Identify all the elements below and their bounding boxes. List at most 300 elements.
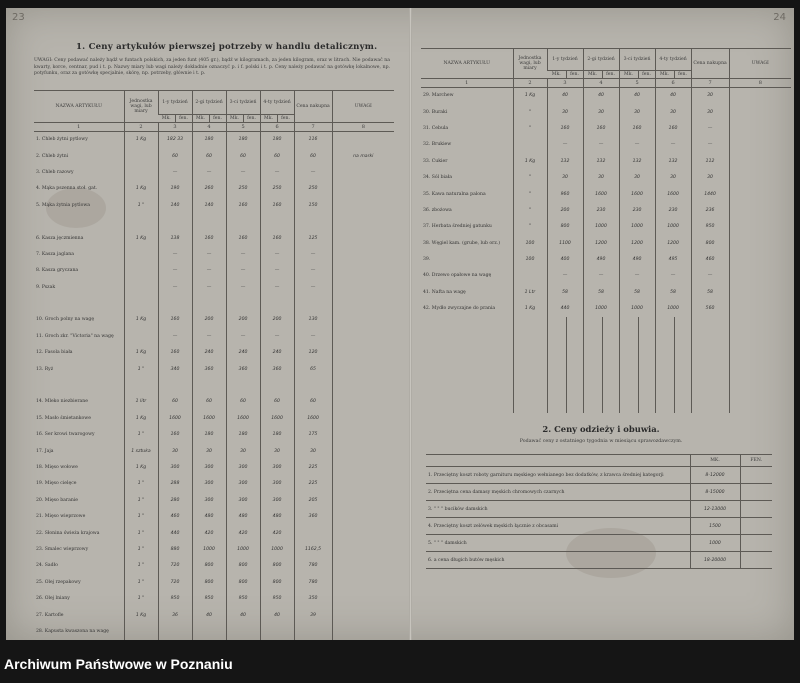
col-header-unit: Jednostka wagi, lub miary	[513, 49, 547, 79]
col-number: 8	[332, 123, 394, 132]
average-price: 65	[294, 361, 332, 377]
sub-header-mk: Mk.	[158, 115, 175, 123]
clothing-price-fen	[740, 552, 772, 569]
table-row	[34, 164, 394, 180]
empty-cell	[421, 333, 513, 349]
average-price: 250	[294, 181, 332, 197]
article-unit: "	[513, 219, 547, 235]
average-price: 30	[691, 88, 729, 104]
table-row	[421, 153, 791, 169]
empty-cell	[691, 349, 729, 365]
empty-cell	[674, 333, 691, 349]
empty-cell	[729, 333, 791, 349]
empty-cell	[513, 397, 547, 413]
average-price: 120	[294, 345, 332, 361]
col-number: 7	[294, 123, 332, 132]
empty-cell	[583, 349, 602, 365]
article-unit: 100	[513, 251, 547, 267]
empty-cell	[655, 365, 674, 381]
article-name	[34, 295, 124, 311]
col-number: 7	[691, 79, 729, 88]
sub-header-mk: Mk.	[583, 71, 602, 79]
remarks	[332, 558, 394, 574]
week-price-w3: 1600	[226, 410, 260, 426]
week-price-w4: —	[260, 279, 294, 295]
week-price-w4: 300	[260, 476, 294, 492]
week-price-w3	[226, 623, 260, 639]
col-number: 2	[124, 123, 158, 132]
article-unit	[124, 377, 158, 393]
week-price-w1: 30	[547, 169, 583, 185]
remarks	[332, 181, 394, 197]
table-row	[34, 213, 394, 229]
week-price-w1: —	[547, 137, 583, 153]
remarks	[332, 230, 394, 246]
week-price-w3	[226, 213, 260, 229]
clothing-price-mk: 8-12000	[690, 467, 740, 484]
empty-row	[421, 333, 791, 349]
week-price-w4	[260, 623, 294, 639]
empty-cell	[638, 317, 655, 333]
clothing-price-fen	[740, 501, 772, 518]
empty-cell	[638, 397, 655, 413]
week-price-w1: 460	[158, 508, 192, 524]
article-unit: 1 "	[124, 590, 158, 606]
week-price-w3: 1600	[619, 186, 655, 202]
remarks	[729, 235, 791, 251]
week-price-w2: 300	[192, 492, 226, 508]
week-price-w4: 40	[655, 88, 691, 104]
empty-cell	[729, 317, 791, 333]
week-price-w3: 300	[226, 459, 260, 475]
page-fold	[409, 8, 412, 640]
article-name: 32. Brukiew	[423, 142, 452, 148]
table-row	[34, 328, 394, 344]
table-row	[34, 607, 394, 623]
table-row	[421, 202, 791, 218]
week-price-w1: 160	[158, 345, 192, 361]
clothing-row	[426, 501, 772, 518]
average-price: 1440	[691, 186, 729, 202]
table-row	[421, 186, 791, 202]
week-price-w2: 300	[192, 476, 226, 492]
week-price-w1: 200	[547, 202, 583, 218]
article-unit	[513, 268, 547, 284]
article-unit	[124, 148, 158, 164]
week-price-w2: 30	[192, 443, 226, 459]
week-price-w2: 490	[583, 251, 619, 267]
table-row	[34, 312, 394, 328]
week-price-w2: 480	[192, 508, 226, 524]
week-price-w3: —	[226, 263, 260, 279]
article-name: 26. Olej lniany	[36, 596, 70, 602]
average-price: 350	[294, 590, 332, 606]
empty-cell	[602, 317, 619, 333]
week-price-w4	[260, 295, 294, 311]
week-price-w4: 360	[260, 361, 294, 377]
empty-cell	[602, 397, 619, 413]
week-price-w1	[158, 295, 192, 311]
week-price-w3: 40	[226, 607, 260, 623]
article-name: 29. Marchew	[423, 93, 454, 99]
remarks	[332, 427, 394, 443]
col-number: 1	[34, 123, 124, 132]
week-price-w2: —	[192, 246, 226, 262]
article-unit: 1 Ltr	[513, 284, 547, 300]
table-row	[34, 181, 394, 197]
week-price-w3: —	[619, 268, 655, 284]
table-row	[421, 301, 791, 317]
empty-cell	[619, 317, 638, 333]
week-price-w1: 400	[547, 251, 583, 267]
average-price: —	[294, 246, 332, 262]
week-price-w1: 440	[158, 525, 192, 541]
week-price-w4: 160	[655, 120, 691, 136]
week-price-w4: 950	[260, 590, 294, 606]
week-price-w3: 60	[226, 394, 260, 410]
remarks	[332, 361, 394, 377]
article-name: 6. Kasza jęczmienna	[36, 235, 84, 241]
average-price: —	[294, 328, 332, 344]
week-price-w4: 60	[260, 148, 294, 164]
week-price-w3: 420	[226, 525, 260, 541]
week-price-w3: —	[226, 246, 260, 262]
remarks	[332, 492, 394, 508]
table-row	[34, 263, 394, 279]
week-price-w2: 180	[192, 132, 226, 148]
article-name: 36. zbożowa	[423, 207, 452, 213]
week-price-w3: —	[226, 328, 260, 344]
empty-cell	[421, 317, 513, 333]
empty-cell	[729, 397, 791, 413]
article-unit	[124, 164, 158, 180]
left-price-table	[34, 90, 394, 640]
clothing-row	[426, 535, 772, 552]
article-name: 16. Ser krowi twarogowy	[36, 432, 95, 438]
week-price-w2: 30	[583, 104, 619, 120]
col-header-week3: 3-ci tydzień	[226, 91, 260, 115]
table-row	[421, 219, 791, 235]
empty-cell	[602, 349, 619, 365]
empty-cell	[674, 349, 691, 365]
remarks	[332, 410, 394, 426]
week-price-w1	[158, 623, 192, 639]
s2-header-fen: FEN.	[740, 455, 772, 467]
week-price-w1: 182 33	[158, 132, 192, 148]
remarks	[332, 132, 394, 148]
clothing-price-mk: 8-15000	[690, 484, 740, 501]
empty-cell	[421, 397, 513, 413]
col-header-name: NAZWA ARTYKUŁU	[421, 49, 513, 79]
week-price-w3: 132	[619, 153, 655, 169]
week-price-w4: —	[655, 268, 691, 284]
remarks	[729, 202, 791, 218]
article-unit: 1 "	[124, 508, 158, 524]
right-price-table	[421, 48, 791, 413]
remarks	[332, 295, 394, 311]
week-price-w2: —	[583, 137, 619, 153]
week-price-w4: 300	[260, 492, 294, 508]
article-unit: 1 "	[124, 558, 158, 574]
article-name: 35. Kawa naturalna palona	[423, 191, 486, 197]
week-price-w1: 140	[158, 197, 192, 213]
week-price-w4: 240	[260, 345, 294, 361]
average-price: —	[691, 137, 729, 153]
empty-cell	[513, 317, 547, 333]
clothing-price-mk: 1000	[690, 535, 740, 552]
average-price: 116	[294, 132, 332, 148]
table-row	[34, 574, 394, 590]
article-unit: 1 "	[124, 541, 158, 557]
table-row	[421, 235, 791, 251]
week-price-w2: —	[583, 268, 619, 284]
article-name: 11. Groch zkr. "Victoria" na wagę	[36, 333, 114, 339]
article-name: 21. Mięso wieprzowe	[36, 514, 86, 520]
remarks	[332, 459, 394, 475]
average-price: 1600	[294, 410, 332, 426]
col-header-unit: Jednostka wagi, lub miary	[124, 91, 158, 123]
remarks	[332, 279, 394, 295]
empty-cell	[655, 397, 674, 413]
week-price-w4: 1000	[655, 301, 691, 317]
week-price-w3: 30	[619, 169, 655, 185]
remarks	[332, 377, 394, 393]
remarks	[729, 120, 791, 136]
sub-header-fen: fen.	[638, 71, 655, 79]
article-name	[34, 213, 124, 229]
empty-cell	[547, 333, 566, 349]
week-price-w3: 30	[226, 443, 260, 459]
average-price: 30	[691, 104, 729, 120]
col-header-cena: Cena nakupna	[294, 91, 332, 123]
week-price-w1: 60	[158, 148, 192, 164]
week-price-w1: 800	[547, 219, 583, 235]
article-unit: 1 "	[124, 427, 158, 443]
week-price-w4: —	[260, 164, 294, 180]
page-number-right: 24	[773, 12, 786, 23]
article-name: 37. Herbata średniej gatunku	[423, 224, 492, 230]
remarks	[332, 197, 394, 213]
sub-header-fen: fen.	[277, 115, 294, 123]
col-number: 6	[260, 123, 294, 132]
week-price-w1: —	[158, 246, 192, 262]
article-name: 27. Kartofle	[36, 612, 64, 618]
week-price-w3: 60	[226, 148, 260, 164]
table-row	[34, 558, 394, 574]
empty-cell	[691, 381, 729, 397]
week-price-w2: 800	[192, 574, 226, 590]
week-price-w3: 160	[226, 197, 260, 213]
week-price-w4: 58	[655, 284, 691, 300]
remarks	[729, 153, 791, 169]
average-price: 130	[294, 312, 332, 328]
week-price-w3	[226, 377, 260, 393]
article-name: 25. Olej rzepakowy	[36, 579, 81, 585]
remarks	[332, 246, 394, 262]
remarks	[332, 607, 394, 623]
remarks	[332, 590, 394, 606]
empty-cell	[547, 349, 566, 365]
col-header-week2: 2-gi tydzień	[583, 49, 619, 71]
week-price-w2: 800	[192, 558, 226, 574]
table-row	[421, 137, 791, 153]
week-price-w3: 950	[226, 590, 260, 606]
remarks	[332, 328, 394, 344]
empty-row	[421, 381, 791, 397]
empty-cell	[583, 365, 602, 381]
average-price	[294, 525, 332, 541]
section2-header	[426, 424, 776, 444]
week-price-w4: 230	[655, 202, 691, 218]
week-price-w4: 300	[260, 459, 294, 475]
remarks	[332, 164, 394, 180]
remarks	[729, 186, 791, 202]
week-price-w2: 180	[192, 427, 226, 443]
average-price: 60	[294, 148, 332, 164]
table-row	[34, 295, 394, 311]
article-unit: 1 "	[124, 574, 158, 590]
week-price-w1: 340	[158, 361, 192, 377]
article-unit	[124, 279, 158, 295]
week-price-w2: —	[192, 263, 226, 279]
table-row	[421, 169, 791, 185]
remarks	[332, 263, 394, 279]
article-unit: 1 Kg	[513, 301, 547, 317]
week-price-w2: 420	[192, 525, 226, 541]
article-unit: "	[513, 120, 547, 136]
empty-cell	[421, 365, 513, 381]
s2-header-mk: MK.	[690, 455, 740, 467]
average-price: 150	[294, 197, 332, 213]
article-unit: "	[513, 169, 547, 185]
average-price: 60	[294, 394, 332, 410]
week-price-w3: 480	[226, 508, 260, 524]
week-price-w1: 58	[547, 284, 583, 300]
clothing-item-label: 3. " " " bucików damskich	[426, 501, 690, 518]
week-price-w4: 250	[260, 181, 294, 197]
week-price-w4: 1600	[655, 186, 691, 202]
article-unit	[124, 263, 158, 279]
week-price-w3: 230	[619, 202, 655, 218]
empty-cell	[655, 317, 674, 333]
article-unit: 1 Kg	[124, 312, 158, 328]
average-price	[294, 623, 332, 639]
article-name: 18. Mięso wołowe	[36, 465, 78, 470]
empty-cell	[513, 365, 547, 381]
col-number: 6	[655, 79, 691, 88]
empty-cell	[513, 381, 547, 397]
week-price-w3: 30	[619, 104, 655, 120]
empty-cell	[547, 381, 566, 397]
clothing-item-label: 1. Przeciętny koszt roboty garnituru męskiego wełnianego bez dodatków, z krawca średniej kategorji	[426, 467, 690, 484]
week-price-w1	[158, 213, 192, 229]
article-name: 9. Pszak	[36, 284, 56, 290]
week-price-w2: 1200	[583, 235, 619, 251]
week-price-w3: 1000	[226, 541, 260, 557]
article-name: 17. Jaja	[36, 448, 54, 454]
article-unit: 1 Kg	[513, 153, 547, 169]
week-price-w4: 180	[260, 132, 294, 148]
week-price-w2: —	[192, 279, 226, 295]
empty-cell	[674, 317, 691, 333]
col-header-week1: 1-y tydzień	[547, 49, 583, 71]
article-name: 8. Kasza gryczana	[36, 268, 79, 274]
article-name	[34, 377, 124, 393]
week-price-w3: 200	[226, 312, 260, 328]
article-name: 4. Mąka pszenna stoł. gat.	[36, 186, 98, 192]
table-row	[421, 104, 791, 120]
table-row	[34, 525, 394, 541]
article-unit: 1 Kg	[124, 459, 158, 475]
table-row	[34, 443, 394, 459]
table-row	[421, 251, 791, 267]
article-unit: 1 Kg	[124, 345, 158, 361]
average-price: —	[294, 263, 332, 279]
table-row	[34, 394, 394, 410]
article-name: 23. Smalec wieprzowy	[36, 546, 89, 552]
empty-cell	[566, 365, 583, 381]
empty-row	[421, 317, 791, 333]
clothing-price-mk: 18-20000	[690, 552, 740, 569]
week-price-w3: 240	[226, 345, 260, 361]
table-row	[34, 230, 394, 246]
empty-cell	[547, 397, 566, 413]
average-price: —	[294, 279, 332, 295]
empty-cell	[638, 349, 655, 365]
week-price-w2: 1000	[192, 541, 226, 557]
week-price-w4: —	[260, 328, 294, 344]
week-price-w2	[192, 623, 226, 639]
article-unit: 1 "	[124, 525, 158, 541]
article-name: 41. Nafta na wagę	[423, 289, 466, 295]
remarks	[729, 301, 791, 317]
article-unit: 1 Kg	[513, 88, 547, 104]
week-price-w1: —	[158, 279, 192, 295]
week-price-w2: 300	[192, 459, 226, 475]
article-name: 15. Masło śmietankowe	[36, 415, 91, 421]
empty-cell	[583, 381, 602, 397]
remarks	[332, 443, 394, 459]
week-price-w3: 250	[226, 181, 260, 197]
week-price-w1: 30	[547, 104, 583, 120]
empty-cell	[619, 397, 638, 413]
article-name: 13. Ryż	[36, 366, 54, 372]
average-price: 39	[294, 607, 332, 623]
empty-cell	[729, 349, 791, 365]
col-header-week4: 4-ty tydzień	[655, 49, 691, 71]
archive-name: Archiwum Państwowe w Poznaniu	[4, 656, 233, 672]
week-price-w2: 1600	[583, 186, 619, 202]
clothing-row	[426, 552, 772, 569]
clothing-price-table	[426, 454, 772, 569]
week-price-w2: 200	[192, 312, 226, 328]
sub-header-mk: Mk.	[547, 71, 566, 79]
sub-header-fen: fen.	[175, 115, 192, 123]
remarks	[729, 104, 791, 120]
week-price-w1: —	[158, 164, 192, 180]
average-price: 1162,5	[294, 541, 332, 557]
col-header-week4: 4-ty tydzień	[260, 91, 294, 115]
week-price-w2: 140	[192, 197, 226, 213]
week-price-w1: 132	[547, 153, 583, 169]
empty-cell	[638, 365, 655, 381]
week-price-w2: —	[192, 328, 226, 344]
col-number: 2	[513, 79, 547, 88]
article-unit: 1 Kg	[124, 132, 158, 148]
average-price: 30	[294, 443, 332, 459]
average-price: 112	[691, 153, 729, 169]
left-table-body	[34, 132, 394, 640]
